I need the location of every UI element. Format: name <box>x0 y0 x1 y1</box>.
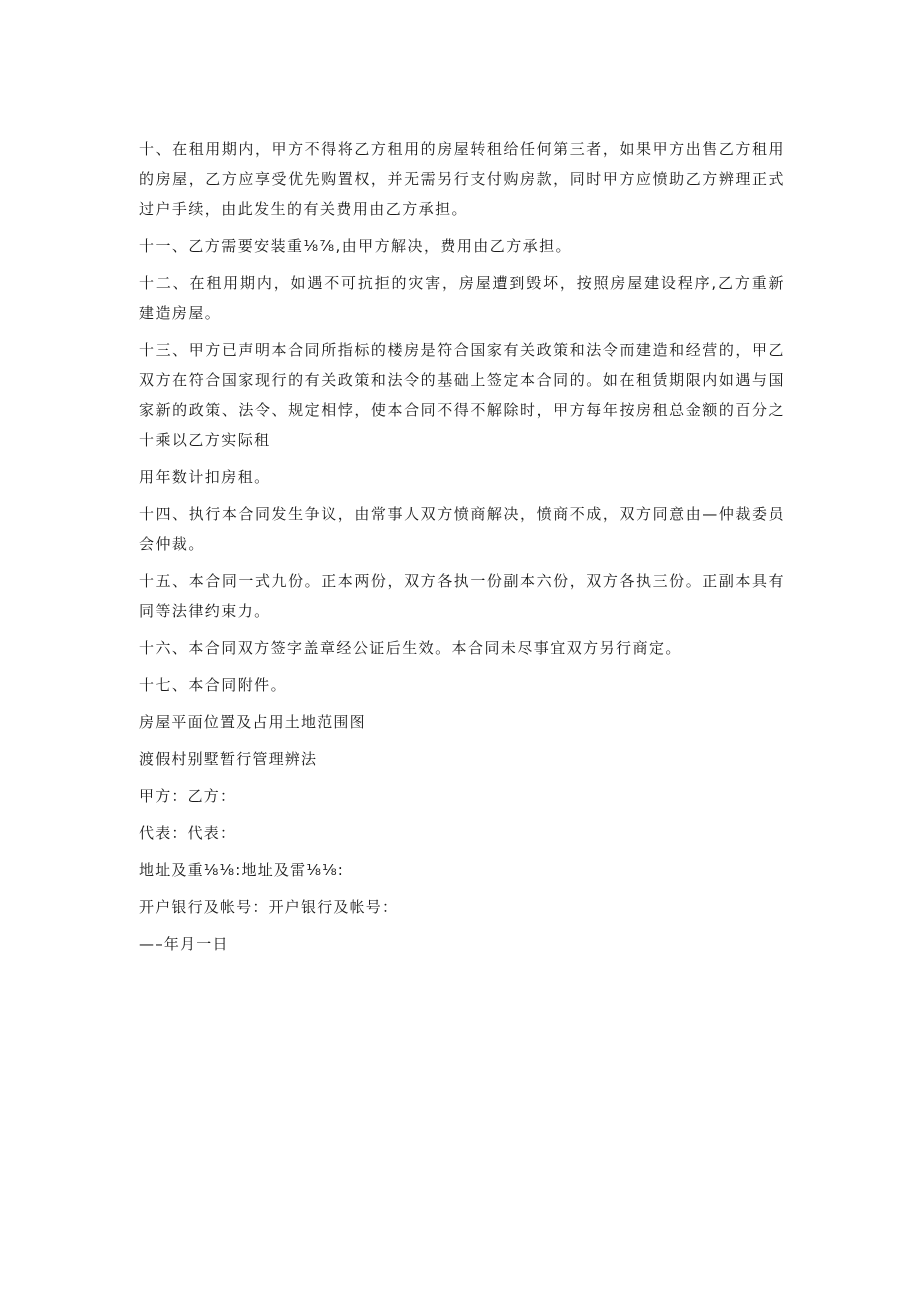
clause-13-continued: 用年数计扣房租。 <box>139 468 271 486</box>
clause-13: 十三、甲方已声明本合同所指标的楼房是符合国家有关政策和法令而建造和经营的，甲乙双方在符合国家现行的有关政策和法令的基础上签定本合同的。如在租赁期限内如遇与国家新的政策、法令、规定相悖，使本合同不得不解除时，甲方每年按房租总金额的百分之十乘以乙方实际租 <box>139 341 785 449</box>
clause-14: 十四、执行本合同发生争议，由常事人双方愤商解决，愤商不成，双方同意由—仲裁委员会仲裁。 <box>139 505 785 553</box>
signature-addresses: 地址及重⅛⅛:地址及雷⅛⅛: <box>139 861 345 879</box>
signature-parties: 甲方：乙方： <box>139 787 237 805</box>
clause-15: 十五、本合同一式九份。正本两份，双方各执一份副本六份，双方各执三份。正副本具有同等法律约束力。 <box>139 572 785 620</box>
contract-body <box>139 134 785 959</box>
clause-17: 十七、本合同附件。 <box>139 676 288 694</box>
signature-date: —–年月一日 <box>139 935 229 953</box>
signature-representatives: 代表：代表： <box>139 824 237 842</box>
clause-11: 十一、乙方需要安装重⅛⅞,由甲方解决，费用由乙方承担。 <box>139 237 572 255</box>
clause-16: 十六、本合同双方签字盖章经公证后生效。本合同未尽事宜双方另行商定。 <box>139 639 682 657</box>
signature-bank-accounts: 开户银行及帐号：开户银行及帐号： <box>139 898 399 916</box>
clause-10: 十、在租用期内，甲方不得将乙方租用的房屋转租给任何第三者，如果甲方出售乙方租用的房屋，乙方应享受优先购置权，并无需另行支付购房款，同时甲方应愤助乙方辨理正式过户手续，由此发生的有关费用由乙方承担。 <box>139 140 785 218</box>
attachment-villa-rules: 渡假村别墅暂行管理辨法 <box>139 750 318 768</box>
attachment-floor-plan: 房屋平面位置及占用土地范围图 <box>139 713 366 731</box>
clause-12: 十二、在租用期内，如遇不可抗拒的灾害，房屋遭到毁坏，按照房屋建设程序,乙方重新建造房屋。 <box>139 274 785 322</box>
